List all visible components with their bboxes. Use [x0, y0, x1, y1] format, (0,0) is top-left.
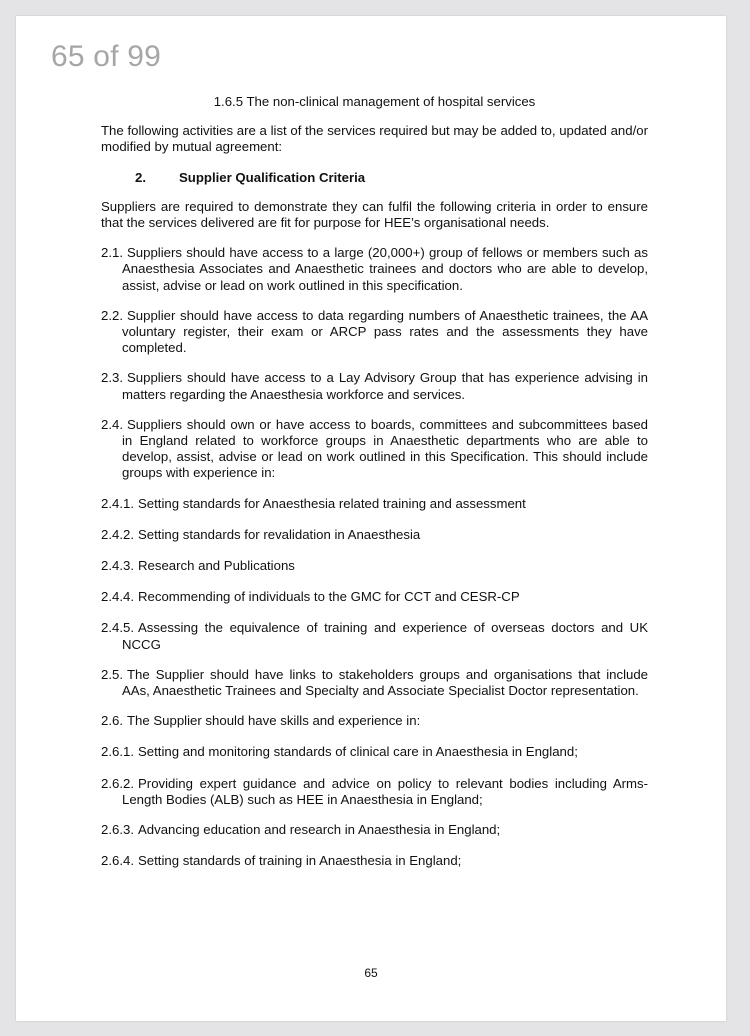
item-number: 2.6.2.	[101, 775, 134, 791]
item-text: Setting and monitoring standards of clinical care in Anaesthesia in England;	[138, 744, 578, 760]
list-item-2-3	[101, 370, 648, 402]
item-number: 2.4.2.	[101, 526, 134, 542]
item-number: 2.6.4.	[101, 853, 134, 869]
item-text: Setting standards of training in Anaesthesia in England;	[138, 853, 462, 869]
item-number: 2.4.5.	[101, 620, 134, 636]
list-item-2-5	[101, 667, 648, 699]
item-text: Suppliers should own or have access to boards, committees and subcommittees based in England related to workforce groups in Anaesthetic departments who are able to develop, assist, advise or lead on work outlined in this Specification. This should include groups with experience in:	[122, 416, 648, 481]
list-item-2-4-1	[101, 496, 648, 512]
criteria-heading	[135, 170, 648, 186]
list-item-2-6-3	[101, 822, 648, 838]
item-text: Suppliers should have access to a large (20,000+) group of fellows or members such as Anaesthesia Associates and Anaesthetic trainees and doctors who are able to develop, assist, advise or lead on work outlined in this specification.	[122, 245, 648, 293]
item-number: 2.4.1.	[101, 495, 134, 511]
criteria-number: 2.	[135, 169, 146, 185]
intro-paragraph: The following activities are a list of the services required but may be added to, updated and/or modified by mutual agreement:	[101, 123, 648, 155]
list-item-2-6	[101, 713, 648, 729]
section-heading: 1.6.5 The non-clinical management of hospital services	[213, 94, 536, 109]
list-item-2-4-3	[101, 558, 648, 574]
item-text: Assessing the equivalence of training and experience of overseas doctors and UK NCCG	[122, 620, 648, 652]
item-text: The Supplier should have skills and experience in:	[127, 713, 421, 729]
list-item-2-2	[101, 308, 648, 357]
item-number: 2.6.3.	[101, 822, 134, 838]
item-text: Suppliers should have access to a Lay Advisory Group that has experience advising in matters regarding the Anaesthesia workforce and services.	[122, 370, 648, 402]
criteria-intro: Suppliers are required to demonstrate they can fulfil the following criteria in order to ensure that the services delivered are fit for purpose for HEE’s organisational needs.	[101, 198, 648, 231]
item-text: Recommending of individuals to the GMC for CCT and CESR-CP	[138, 589, 520, 605]
item-number: 2.3.	[101, 370, 123, 386]
list-item-2-4-2	[101, 527, 648, 543]
page-number: 65	[364, 966, 378, 980]
list-item-2-4	[101, 417, 648, 482]
item-number: 2.4.	[101, 416, 123, 432]
item-number: 2.6.1.	[101, 744, 134, 760]
item-text: Providing expert guidance and advice on policy to relevant bodies including Arms-Length Bodies (ALB) such as HEE in Anaesthesia in England;	[122, 775, 648, 807]
item-text: Advancing education and research in Anaesthesia in England;	[138, 822, 501, 838]
item-number: 2.4.3.	[101, 558, 134, 574]
page-indicator: 65 of 99	[51, 40, 162, 73]
item-text: Supplier should have access to data regarding numbers of Anaesthetic trainees, the AA voluntary register, their exam or ARCP pass rates and the assessments they have completed.	[122, 307, 648, 356]
item-number: 2.5.	[101, 666, 123, 682]
page-content	[101, 94, 648, 885]
item-text: Research and Publications	[138, 558, 295, 574]
item-text: Setting standards for Anaesthesia related training and assessment	[138, 495, 526, 511]
list-item-2-6-4	[101, 853, 648, 869]
list-item-2-4-4	[101, 589, 648, 605]
criteria-title: Supplier Qualification Criteria	[179, 169, 366, 185]
list-item-2-1	[101, 245, 648, 294]
item-number: 2.1.	[101, 245, 123, 261]
item-text: Setting standards for revalidation in Anaesthesia	[138, 526, 421, 542]
list-item-2-4-5	[101, 620, 648, 652]
list-item-2-6-1	[101, 744, 648, 760]
list-item-2-6-2	[101, 776, 648, 808]
item-number: 2.4.4.	[101, 589, 134, 605]
item-number: 2.6.	[101, 713, 123, 729]
item-number: 2.2.	[101, 307, 123, 323]
item-text: The Supplier should have links to stakeholders groups and organisations that include AAs, Anaesthetic Trainees and Specialty and Associate Specialist Doctor representation.	[122, 666, 648, 699]
